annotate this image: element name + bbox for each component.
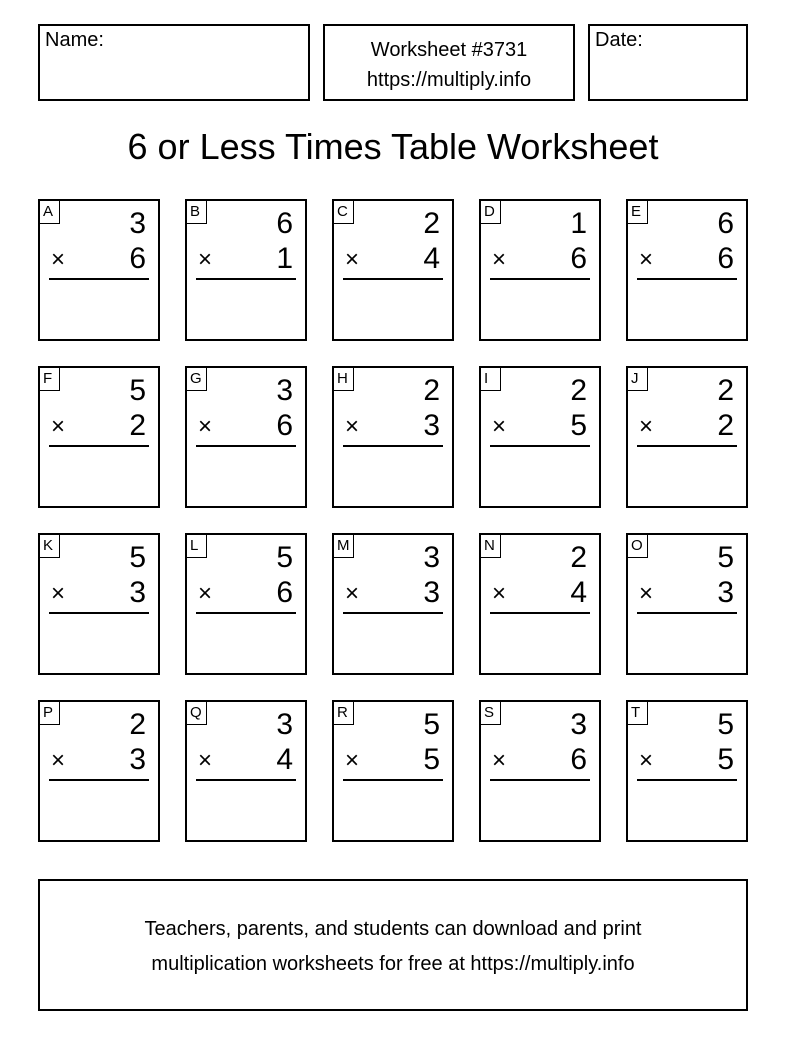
answer-line — [343, 779, 443, 781]
times-sign: × — [198, 747, 213, 774]
multiplicand: 2 — [129, 708, 146, 741]
multiplicand: 2 — [423, 374, 440, 407]
date-label: Date: — [595, 29, 643, 51]
multiplier: 6 — [276, 409, 293, 442]
answer-line — [196, 278, 296, 280]
problem-card — [626, 533, 748, 675]
answer-line — [196, 445, 296, 447]
problem-card — [332, 199, 454, 341]
answer-line — [637, 612, 737, 614]
multiplicand: 5 — [717, 541, 734, 574]
times-sign: × — [639, 413, 654, 440]
times-sign: × — [492, 413, 507, 440]
answer-line — [637, 278, 737, 280]
times-sign: × — [51, 747, 66, 774]
multiplier: 5 — [423, 743, 440, 776]
answer-line — [49, 445, 149, 447]
problem-letter: O — [628, 535, 648, 558]
problem-card — [185, 366, 307, 508]
multiplier: 4 — [423, 242, 440, 275]
problem-letter: T — [628, 702, 648, 725]
multiplier: 4 — [276, 743, 293, 776]
answer-line — [637, 445, 737, 447]
answer-line — [343, 278, 443, 280]
times-sign: × — [639, 580, 654, 607]
problem-letter: B — [187, 201, 207, 224]
times-sign: × — [345, 413, 360, 440]
problem-card — [38, 366, 160, 508]
multiplicand: 1 — [570, 207, 587, 240]
times-sign: × — [345, 246, 360, 273]
problem-card — [479, 199, 601, 341]
problem-card — [332, 366, 454, 508]
problem-card — [626, 366, 748, 508]
times-sign: × — [492, 747, 507, 774]
answer-line — [343, 445, 443, 447]
times-sign: × — [51, 580, 66, 607]
footer-box — [38, 879, 748, 1011]
problem-letter: A — [40, 201, 60, 224]
answer-line — [490, 445, 590, 447]
times-sign: × — [492, 246, 507, 273]
answer-line — [490, 278, 590, 280]
answer-line — [196, 779, 296, 781]
problem-card — [38, 700, 160, 842]
times-sign: × — [198, 413, 213, 440]
problem-card — [185, 199, 307, 341]
times-sign: × — [51, 413, 66, 440]
multiplier: 3 — [129, 743, 146, 776]
multiplier: 5 — [570, 409, 587, 442]
problem-letter: P — [40, 702, 60, 725]
problem-letter: I — [481, 368, 501, 391]
multiplicand: 2 — [570, 541, 587, 574]
multiplier: 1 — [276, 242, 293, 275]
multiplicand: 3 — [570, 708, 587, 741]
problem-card — [38, 533, 160, 675]
multiplicand: 2 — [717, 374, 734, 407]
problem-letter: C — [334, 201, 354, 224]
problem-card — [38, 199, 160, 341]
problem-letter: L — [187, 535, 207, 558]
multiplier: 6 — [129, 242, 146, 275]
times-sign: × — [639, 246, 654, 273]
answer-line — [343, 612, 443, 614]
multiplier: 3 — [129, 576, 146, 609]
multiplier: 6 — [570, 242, 587, 275]
problem-card — [185, 533, 307, 675]
times-sign: × — [639, 747, 654, 774]
multiplier: 3 — [423, 409, 440, 442]
name-label: Name: — [45, 29, 104, 51]
multiplicand: 5 — [423, 708, 440, 741]
problem-card — [479, 533, 601, 675]
multiplicand: 2 — [423, 207, 440, 240]
answer-line — [49, 779, 149, 781]
multiplier: 2 — [129, 409, 146, 442]
problem-letter: G — [187, 368, 207, 391]
times-sign: × — [345, 747, 360, 774]
problem-card — [479, 700, 601, 842]
times-sign: × — [51, 246, 66, 273]
answer-line — [49, 278, 149, 280]
answer-line — [490, 612, 590, 614]
problem-card — [626, 199, 748, 341]
times-sign: × — [492, 580, 507, 607]
problem-letter: J — [628, 368, 648, 391]
multiplicand: 6 — [276, 207, 293, 240]
problem-letter: N — [481, 535, 501, 558]
multiplicand: 5 — [129, 541, 146, 574]
problem-letter: D — [481, 201, 501, 224]
problem-letter: H — [334, 368, 354, 391]
multiplier: 3 — [717, 576, 734, 609]
problem-letter: Q — [187, 702, 207, 725]
multiplier: 4 — [570, 576, 587, 609]
problem-card — [332, 700, 454, 842]
problem-card — [185, 700, 307, 842]
page-title: 6 or Less Times Table Worksheet — [127, 126, 659, 167]
multiplier: 6 — [717, 242, 734, 275]
worksheet-number: Worksheet #3731 — [370, 39, 528, 61]
problem-card — [626, 700, 748, 842]
times-sign: × — [198, 246, 213, 273]
multiplier: 6 — [570, 743, 587, 776]
answer-line — [637, 779, 737, 781]
multiplier: 5 — [717, 743, 734, 776]
times-sign: × — [345, 580, 360, 607]
problem-card — [479, 366, 601, 508]
multiplier: 6 — [276, 576, 293, 609]
multiplicand: 6 — [717, 207, 734, 240]
multiplicand: 3 — [129, 207, 146, 240]
problem-letter: K — [40, 535, 60, 558]
problem-letter: F — [40, 368, 60, 391]
answer-line — [490, 779, 590, 781]
multiplicand: 5 — [717, 708, 734, 741]
multiplier: 2 — [717, 409, 734, 442]
multiplicand: 5 — [129, 374, 146, 407]
problem-letter: R — [334, 702, 354, 725]
problem-letter: M — [334, 535, 354, 558]
footer-text-line-2: multiplication worksheets for free at https://multiply.info — [151, 953, 635, 975]
answer-line — [196, 612, 296, 614]
multiplicand: 3 — [276, 708, 293, 741]
site-url: https://multiply.info — [366, 69, 532, 91]
problem-letter: S — [481, 702, 501, 725]
multiplicand: 3 — [276, 374, 293, 407]
multiplier: 3 — [423, 576, 440, 609]
multiplicand: 2 — [570, 374, 587, 407]
times-sign: × — [198, 580, 213, 607]
multiplicand: 5 — [276, 541, 293, 574]
answer-line — [49, 612, 149, 614]
footer-text-line-1: Teachers, parents, and students can download and print — [144, 918, 642, 940]
problem-letter: E — [628, 201, 648, 224]
multiplicand: 3 — [423, 541, 440, 574]
problem-card — [332, 533, 454, 675]
